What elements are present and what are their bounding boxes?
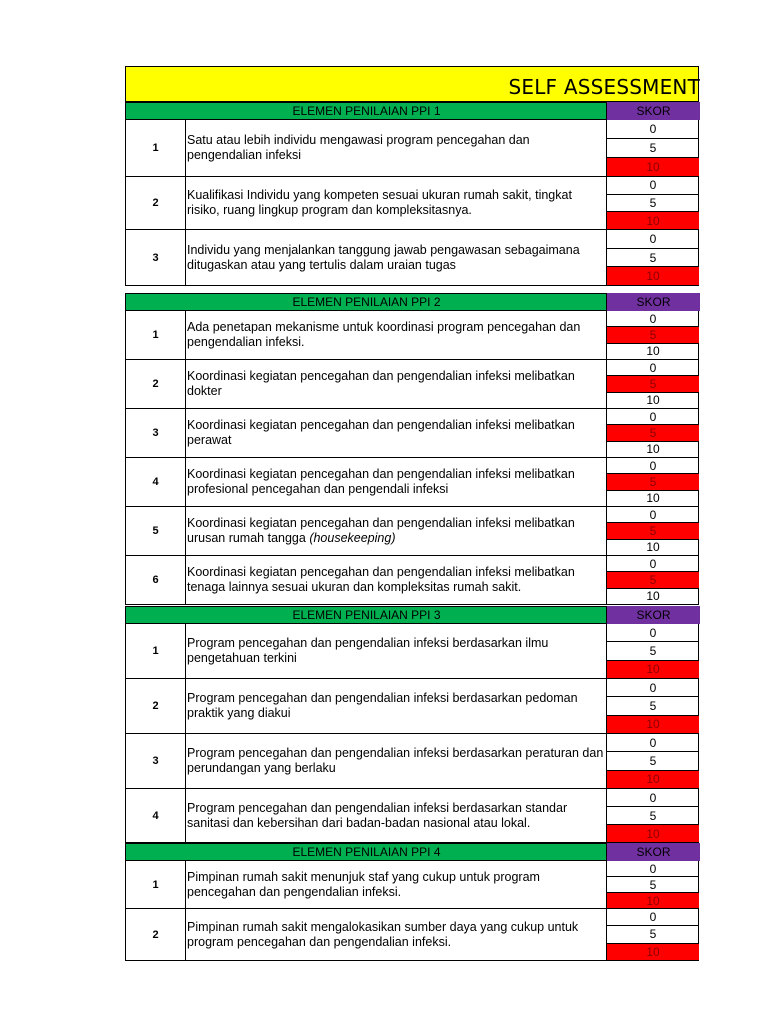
score-option-10[interactable]: 10 xyxy=(607,716,699,733)
score-options xyxy=(606,177,699,229)
score-option-5[interactable]: 5 xyxy=(607,642,699,660)
skor-header: SKOR xyxy=(606,843,700,861)
description-text: Koordinasi kegiatan pencegahan dan pengendalian infeksi melibatkan urusan rumah tangga (housekeeping) xyxy=(187,516,575,545)
row-number: 3 xyxy=(126,734,186,788)
score-options xyxy=(606,120,699,176)
row-number: 2 xyxy=(126,177,186,229)
row-number: 3 xyxy=(126,409,186,457)
table-row xyxy=(125,556,699,605)
score-options xyxy=(606,311,699,359)
section-header xyxy=(125,102,699,120)
score-option-10[interactable]: 10 xyxy=(646,393,660,408)
score-option-5[interactable]: 5 xyxy=(607,877,699,893)
score-option-10[interactable]: 10 xyxy=(607,771,699,788)
table-row xyxy=(125,311,699,360)
score-option-0[interactable]: 0 xyxy=(607,624,699,642)
score-options xyxy=(606,789,699,842)
score-option-5[interactable]: 5 xyxy=(607,139,699,158)
score-options xyxy=(606,360,699,408)
table-row xyxy=(125,458,699,507)
score-option-10[interactable]: 10 xyxy=(646,540,660,555)
score-option-5[interactable]: 5 xyxy=(607,327,699,343)
table-row xyxy=(125,624,699,679)
description-text: Program pencegahan dan pengendalian infeksi berdasarkan pedoman praktik yang diakui xyxy=(187,691,578,720)
score-option-0[interactable]: 0 xyxy=(607,177,699,195)
score-option-0[interactable]: 0 xyxy=(607,734,699,752)
score-options xyxy=(606,507,699,555)
row-description xyxy=(187,556,607,604)
score-option-5[interactable]: 5 xyxy=(607,572,699,588)
score-option-0[interactable]: 0 xyxy=(607,507,699,523)
row-description xyxy=(187,624,607,678)
row-number: 2 xyxy=(126,909,186,960)
score-option-5[interactable]: 5 xyxy=(607,195,699,213)
table-row xyxy=(125,861,699,909)
section-header xyxy=(125,843,699,861)
table-row xyxy=(125,507,699,556)
row-number: 2 xyxy=(126,360,186,408)
section-label: ELEMEN PENILAIAN PPI 3 xyxy=(292,608,441,622)
table-row xyxy=(125,177,699,230)
score-option-10[interactable]: 10 xyxy=(607,212,699,229)
description-text: Kualifikasi Individu yang kompeten sesuai ukuran rumah sakit, tingkat risiko, ruang lingkup program dan kompleksitasnya. xyxy=(187,188,572,217)
score-options xyxy=(606,409,699,457)
score-options xyxy=(606,734,699,788)
table-row xyxy=(125,909,699,961)
score-option-10[interactable]: 10 xyxy=(607,158,699,176)
score-option-5[interactable]: 5 xyxy=(607,249,699,268)
score-options xyxy=(606,909,699,960)
score-option-10[interactable]: 10 xyxy=(607,893,699,908)
score-option-5[interactable]: 5 xyxy=(607,697,699,715)
score-option-5[interactable]: 5 xyxy=(607,474,699,490)
description-text: Satu atau lebih individu mengawasi program pencegahan dan pengendalian infeksi xyxy=(187,133,530,162)
row-number: 2 xyxy=(126,679,186,733)
table-row xyxy=(125,230,699,286)
section-label: ELEMEN PENILAIAN PPI 4 xyxy=(292,845,441,859)
row-number: 1 xyxy=(126,861,186,908)
score-option-10[interactable]: 10 xyxy=(646,344,660,359)
score-option-0[interactable]: 0 xyxy=(607,556,699,572)
row-number: 6 xyxy=(126,556,186,604)
score-option-5[interactable]: 5 xyxy=(607,752,699,770)
score-option-0[interactable]: 0 xyxy=(607,360,699,376)
table-row xyxy=(125,360,699,409)
score-options xyxy=(606,624,699,678)
description-emphasis: (housekeeping) xyxy=(309,531,396,545)
row-description xyxy=(187,734,607,788)
description-text: Koordinasi kegiatan pencegahan dan pengendalian infeksi melibatkan dokter xyxy=(187,369,575,398)
row-description xyxy=(187,909,607,960)
row-description xyxy=(187,789,607,842)
score-option-10[interactable]: 10 xyxy=(607,944,699,960)
section-label: ELEMEN PENILAIAN PPI 1 xyxy=(292,104,441,118)
section-header xyxy=(125,606,699,624)
description-text: Pimpinan rumah sakit menunjuk staf yang cukup untuk program pencegahan dan pengendalian infeksi. xyxy=(187,869,540,899)
score-option-10[interactable]: 10 xyxy=(607,825,699,842)
score-option-0[interactable]: 0 xyxy=(607,458,699,474)
skor-header: SKOR xyxy=(606,293,700,311)
score-options xyxy=(606,458,699,506)
score-option-5[interactable]: 5 xyxy=(607,376,699,392)
description-text: Program pencegahan dan pengendalian infeksi berdasarkan ilmu pengetahuan terkini xyxy=(187,636,549,665)
score-option-0[interactable]: 0 xyxy=(607,409,699,425)
row-description xyxy=(187,120,607,176)
table-row xyxy=(125,679,699,734)
table-row xyxy=(125,734,699,789)
assessment-sheet xyxy=(125,66,700,959)
row-description xyxy=(187,409,607,457)
row-description xyxy=(187,861,607,908)
row-number: 4 xyxy=(126,789,186,842)
description-text: Koordinasi kegiatan pencegahan dan pengendalian infeksi melibatkan perawat xyxy=(187,418,575,447)
score-option-0[interactable]: 0 xyxy=(607,230,699,249)
row-number: 1 xyxy=(126,624,186,678)
score-option-10[interactable]: 10 xyxy=(607,661,699,678)
score-options xyxy=(606,556,699,604)
row-description xyxy=(187,177,607,229)
row-number: 1 xyxy=(126,120,186,176)
score-option-0[interactable]: 0 xyxy=(607,679,699,697)
row-description xyxy=(187,311,607,359)
row-description xyxy=(187,230,607,285)
row-description xyxy=(187,360,607,408)
score-options xyxy=(606,679,699,733)
table-row xyxy=(125,409,699,458)
table-row xyxy=(125,120,699,177)
description-text: Program pencegahan dan pengendalian infeksi berdasarkan standar sanitasi dan kebersihan dari badan-badan nasional atau lokal. xyxy=(187,800,568,830)
row-number: 1 xyxy=(126,311,186,359)
description-text: Individu yang menjalankan tanggung jawab pengawasan sebagaimana ditugaskan atau yang tertulis dalam uraian tugas xyxy=(187,242,580,272)
score-option-10[interactable]: 10 xyxy=(646,589,660,604)
description-text: Koordinasi kegiatan pencegahan dan pengendalian infeksi melibatkan profesional pencegahan dan pengendali infeksi xyxy=(187,467,575,496)
row-description xyxy=(187,507,607,555)
score-options xyxy=(606,861,699,908)
score-option-10[interactable]: 10 xyxy=(646,442,660,457)
title-bar xyxy=(125,66,699,102)
score-option-0[interactable]: 0 xyxy=(607,909,699,926)
row-number: 4 xyxy=(126,458,186,506)
table-row xyxy=(125,789,699,843)
row-number: 3 xyxy=(126,230,186,285)
section-header xyxy=(125,293,699,311)
score-option-0[interactable]: 0 xyxy=(607,120,699,139)
description-text: Ada penetapan mekanisme untuk koordinasi program pencegahan dan pengendalian infeksi. xyxy=(187,320,581,349)
description-text: Koordinasi kegiatan pencegahan dan pengendalian infeksi melibatkan tenaga lainnya sesuai ukuran dan kompleksitas rumah sakit. xyxy=(187,565,575,594)
row-description xyxy=(187,458,607,506)
row-description xyxy=(187,679,607,733)
score-option-10[interactable]: 10 xyxy=(646,491,660,506)
score-option-5[interactable]: 5 xyxy=(607,523,699,539)
skor-header: SKOR xyxy=(606,606,700,624)
sheet-title: SELF ASSESSMENT xyxy=(508,75,700,99)
description-text: Program pencegahan dan pengendalian infeksi berdasarkan peraturan dan perundangan yang berlaku xyxy=(187,746,604,775)
description-text: Pimpinan rumah sakit mengalokasikan sumber daya yang cukup untuk program pencegahan dan pengendalian infeksi. xyxy=(187,919,579,949)
section-label: ELEMEN PENILAIAN PPI 2 xyxy=(292,295,441,309)
score-option-0[interactable]: 0 xyxy=(607,861,699,877)
row-number: 5 xyxy=(126,507,186,555)
score-option-10[interactable]: 10 xyxy=(607,267,699,285)
skor-header: SKOR xyxy=(606,102,700,120)
score-option-0[interactable]: 0 xyxy=(607,789,699,807)
score-option-5[interactable]: 5 xyxy=(607,807,699,825)
score-options xyxy=(606,230,699,285)
score-option-5[interactable]: 5 xyxy=(607,425,699,441)
score-option-0[interactable]: 0 xyxy=(607,311,699,327)
score-option-5[interactable]: 5 xyxy=(607,926,699,943)
